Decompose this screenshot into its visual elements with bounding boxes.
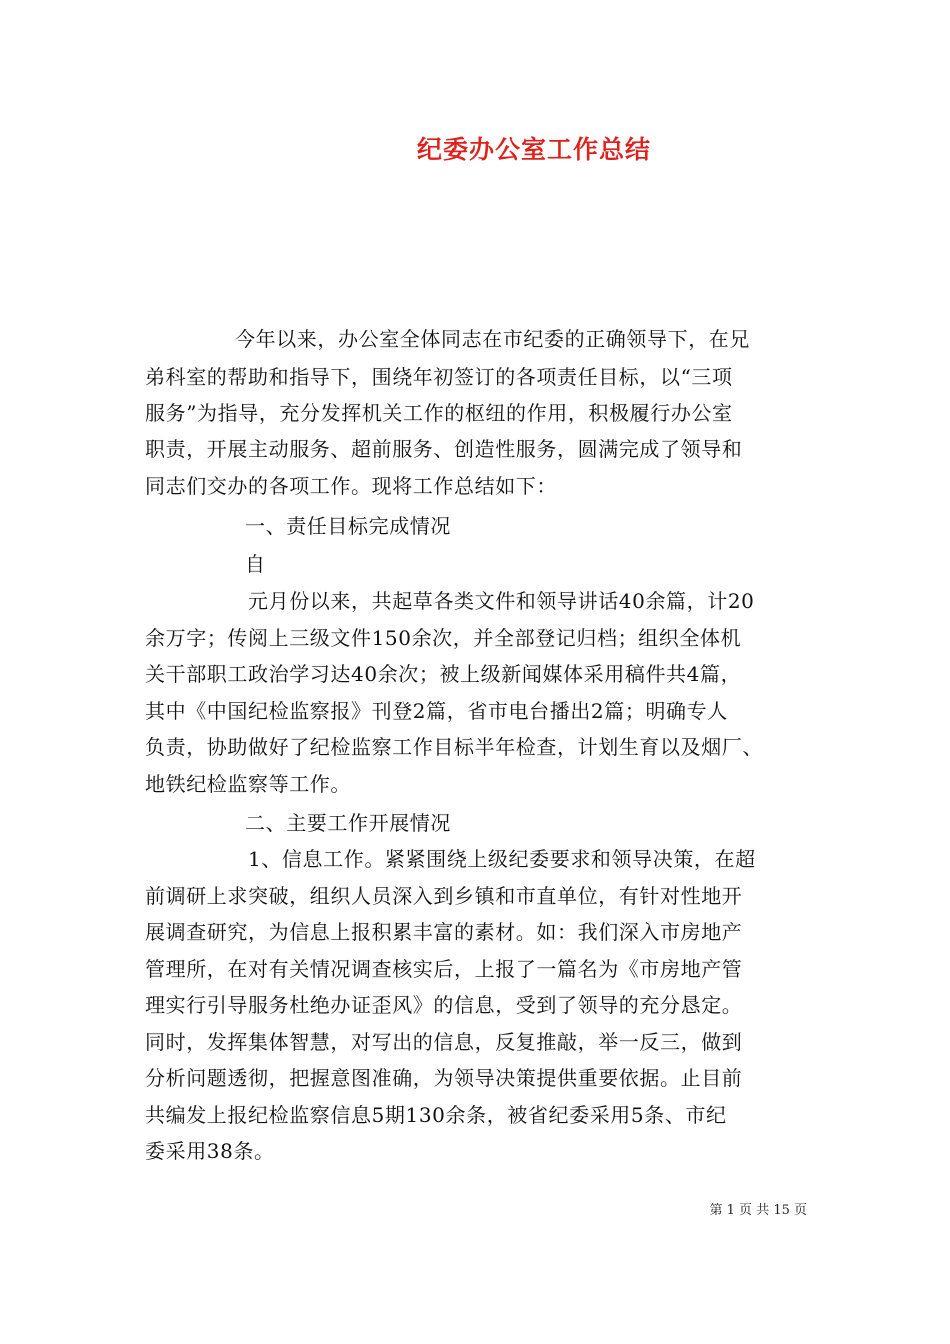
paragraph-line: 委采用38条。 [145, 1139, 275, 1163]
paragraph-line: 今年以来，办公室全体同志在市纪委的正确领导下，在兄 [235, 327, 750, 351]
paragraph-line: 分析问题透彻，把握意图准确，为领导决策提供重要依据。止目前 [145, 1066, 743, 1090]
page-number: 第 1 页 共 15 页 [709, 1203, 807, 1218]
paragraph-line: 前调研上求突破，组织人员深入到乡镇和市直单位，有针对性地开 [145, 884, 743, 908]
paragraph-line: 余万字；传阅上三级文件150余次，并全部登记归档；组织全体机 [145, 626, 742, 650]
paragraph-line: 负责，协助做好了纪检监察工作目标半年检查，计划生育以及烟厂、 [145, 735, 763, 759]
paragraph-line: 自 [245, 552, 266, 576]
paragraph-line: 其中《中国纪检监察报》刊登2篇，省市电台播出2篇；明确专人 [145, 699, 728, 723]
paragraph-line: 1、信息工作。紧紧围绕上级纪委要求和领导决策，在超 [248, 847, 756, 871]
document-title: 纪委办公室工作总结 [416, 135, 651, 164]
paragraph-line: 共编发上报纪检监察信息5期130余条，被省纪委采用5条、市纪 [145, 1103, 727, 1127]
section-heading: 一、责任目标完成情况 [245, 514, 451, 538]
paragraph-line: 元月份以来，共起草各类文件和领导讲话40余篇，计20 [248, 589, 755, 613]
paragraph-line: 同时，发挥集体智慧，对写出的信息，反复推敲，举一反三，做到 [145, 1030, 743, 1054]
section-heading: 二、主要工作开展情况 [245, 811, 451, 835]
paragraph-line: 同志们交办的各项工作。现将工作总结如下： [145, 474, 557, 498]
paragraph-line: 弟科室的帮助和指导下，围绕年初签订的各项责任目标，以“三项 [145, 365, 733, 389]
paragraph-line: 展调查研究，为信息上报积累丰富的素材。如：我们深入市房地产 [145, 920, 743, 944]
paragraph-line: 职责，开展主动服务、超前服务、创造性服务，圆满完成了领导和 [145, 437, 743, 461]
paragraph-line: 服务”为指导，充分发挥机关工作的枢纽的作用，积极履行办公室 [145, 401, 733, 425]
paragraph-line: 地铁纪检监察等工作。 [145, 772, 351, 796]
paragraph-line: 理实行引导服务杜绝办证歪风》的信息，受到了领导的充分恳定。 [145, 993, 743, 1017]
paragraph-line: 管理所，在对有关情况调查核实后，上报了一篇名为《市房地产管 [145, 957, 743, 981]
paragraph-line: 关干部职工政治学习达40余次；被上级新闻媒体采用稿件共4篇， [145, 662, 742, 686]
